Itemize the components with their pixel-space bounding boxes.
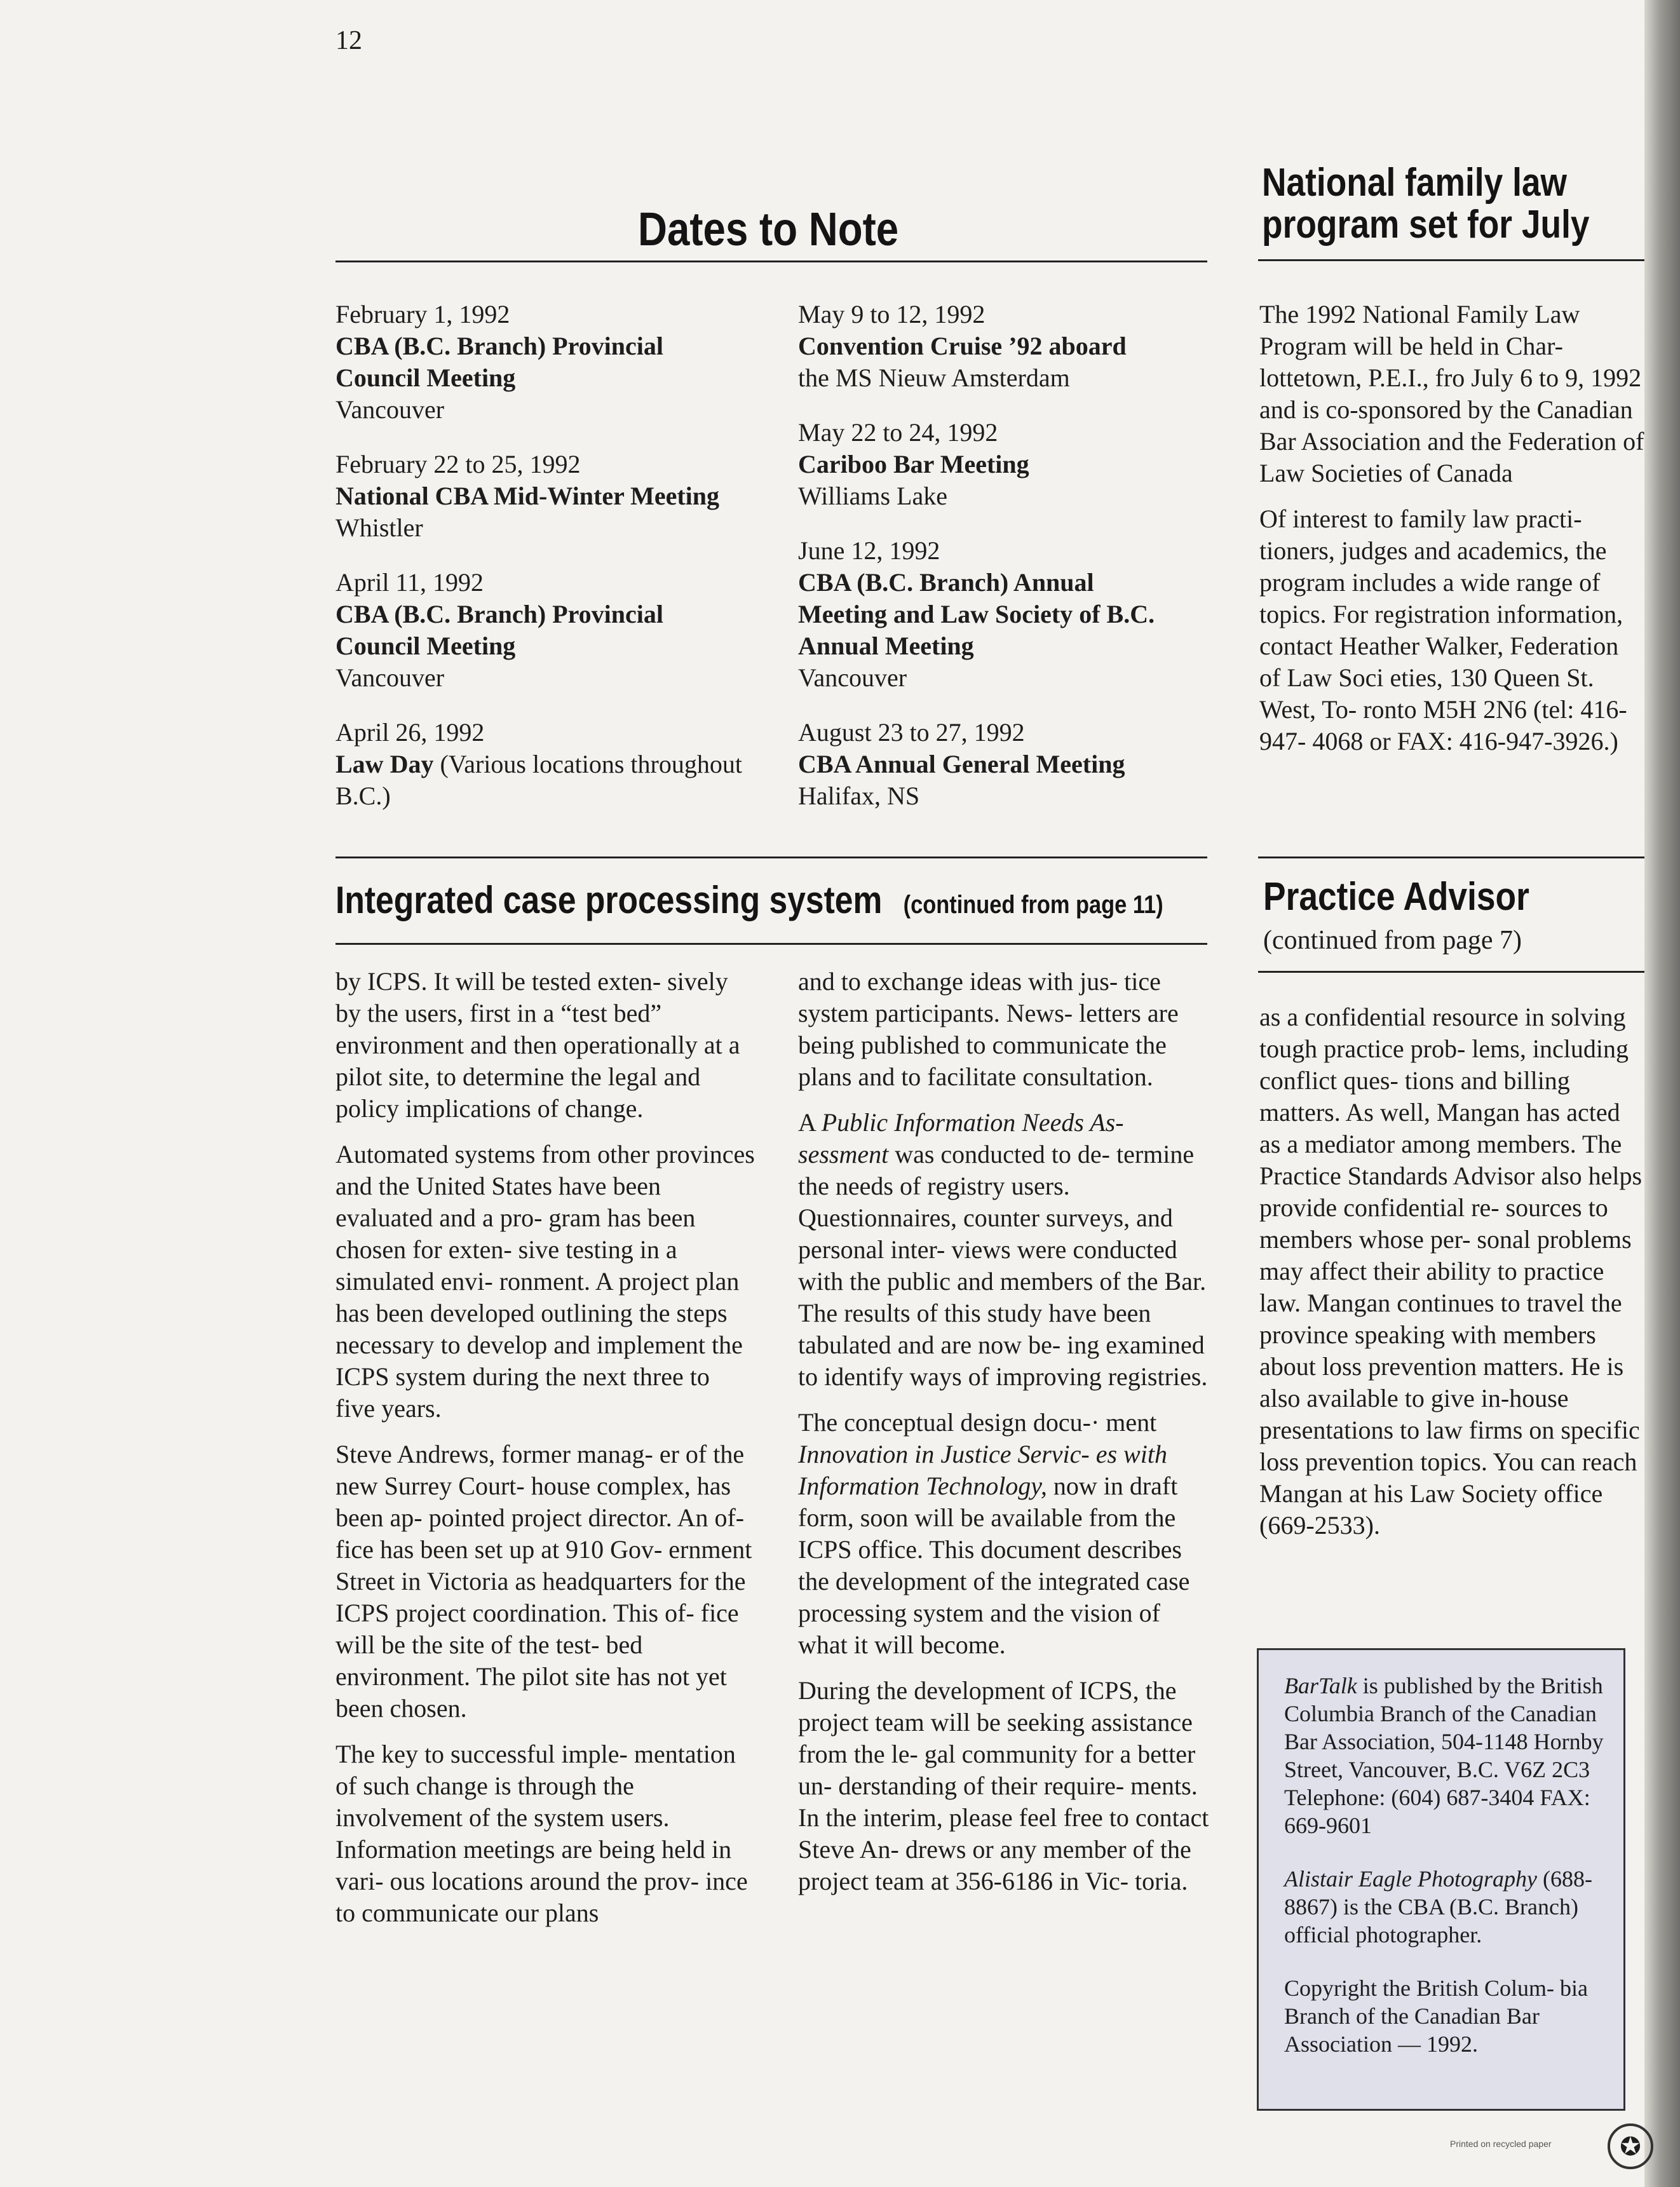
italic-title: Public Information Needs As- sessment — [798, 1108, 1124, 1168]
icps-paragraph: Steve Andrews, former manag- er of the new Surrey Court- house complex, has been ap- pointed project director. An of- fice has been set up at 910 Gov- ernment Street in Victoria as headquarters for the ICPS project coordination. This of- fice will be the site of the test- bed environment. The pilot site has not yet been chosen. — [335, 1440, 752, 1723]
icps-heading-continued: (continued from page 11) — [903, 891, 1163, 919]
event-place: Vancouver — [335, 395, 445, 424]
icps-column-1 — [335, 966, 755, 1943]
page-edge — [1644, 0, 1680, 2187]
icps-heading-title: Integrated case processing system — [335, 879, 883, 921]
dates-rule — [335, 261, 1207, 262]
event-title: CBA (B.C. Branch) Provincial Council Meeting — [335, 600, 663, 660]
section-rule-right — [1258, 857, 1644, 858]
event-title: National CBA Mid-Winter Meeting — [335, 482, 720, 510]
event-place: Vancouver — [335, 663, 445, 692]
event-title-extra: (Various locations throughout B.C.) — [335, 750, 742, 810]
icps-paragraph: During the development of ICPS, the project team will be seeking assistance from the le- gal community for a better un- derstanding of their require- ments. In the interim, please feel free to contact Steve An- drews or any member of the project team at 356-6186 in Vic- toria. — [798, 1676, 1209, 1895]
event-item — [798, 417, 1217, 512]
text-run: is published by the British Columbia Branch of the Canadian Bar Association, 504-1148 Hornby Street, Vancouver, B.C. V6Z 2C3 Telephone: (604) 687-3404 FAX: 669-9601 — [1284, 1673, 1604, 1838]
event-title: Cariboo Bar Meeting — [798, 450, 1029, 478]
icps-heading — [335, 878, 1163, 922]
publication-info-box — [1257, 1648, 1625, 2111]
advisor-continued: (continued from page 7) — [1263, 926, 1522, 955]
event-date: May 9 to 12, 1992 — [798, 300, 986, 328]
dates-heading: Dates to Note — [638, 203, 899, 255]
event-item — [335, 299, 742, 426]
recycle-star-icon: ✪ — [1608, 2123, 1653, 2169]
icps-column-2 — [798, 966, 1211, 1911]
publisher-info — [1284, 1672, 1611, 1839]
advisor-paragraph: as a confidential resource in solving tough practice prob- lems, including conflict ques- tions and billing matters. As well, Mangan has acted as a mediator among members. The Practice Standards Advisor also helps provide confidential re- sources to members whose per- sonal problems may affect their ability to practice law. Mangan continues to travel the province speaking with members about loss prevention matters. He is also available to give in-house presentations to law firms on specific loss prevention topics. You can reach Mangan at his Law Society office (669-2533). — [1259, 1003, 1643, 1540]
dates-column-2 — [798, 299, 1217, 835]
event-title: Law Day — [335, 750, 434, 778]
event-date: April 11, 1992 — [335, 568, 484, 597]
advisor-rule — [1258, 971, 1644, 973]
text-run: (688-8867) is the CBA (B.C. Branch) official photographer. — [1284, 1866, 1592, 1947]
icps-paragraph: The key to successful imple- mentation of such change is through the involvement of the system users. Information meetings are being held in vari- ous locations around the prov- ince to communicate our plans — [335, 1740, 748, 1927]
icps-paragraph — [798, 1107, 1211, 1393]
event-item — [335, 567, 742, 694]
event-place: Halifax, NS — [798, 782, 920, 810]
italic-title: Innovation in Justice Servic- es with Information Technology, — [798, 1440, 1167, 1500]
event-place: Vancouver — [798, 663, 907, 692]
event-date: June 12, 1992 — [798, 536, 940, 565]
event-date: April 26, 1992 — [335, 718, 485, 747]
recycled-paper-note: Printed on recycled paper — [1450, 2139, 1552, 2149]
section-rule — [335, 857, 1207, 858]
event-date: February 1, 1992 — [335, 300, 510, 328]
event-item — [798, 717, 1217, 812]
icps-rule — [335, 943, 1207, 945]
event-title: CBA (B.C. Branch) Provincial Council Meeting — [335, 332, 663, 392]
icps-paragraph: by ICPS. It will be tested exten- sively by the users, first in a “test bed” environment and then operationally at a pilot site, to determine the legal and policy implications of change. — [335, 967, 740, 1123]
event-place: the MS Nieuw Amsterdam — [798, 363, 1070, 392]
event-place: Williams Lake — [798, 482, 947, 510]
family-law-paragraph: Of interest to family law practi- tioners, judges and academics, the program includes a wide range of topics. For registration information, contact Heather Walker, Federation of Law Soci eties, 130 Queen St. West, To- ronto M5H 2N6 (tel: 416-947- 4068 or FAX: 416-947-3926.) — [1259, 504, 1627, 755]
event-title: CBA Annual General Meeting — [798, 750, 1125, 778]
copyright-info: Copyright the British Colum- bia Branch of the Canadian Bar Association — 1992. — [1284, 1975, 1588, 2057]
family-law-paragraph: The 1992 National Family Law Program will be held in Char- lottetown, P.E.I., fro July 6 to 9, 1992 and is co-sponsored by the Canadian Bar Association and the Federation of Law Societies of Canada — [1259, 300, 1644, 487]
event-date: August 23 to 27, 1992 — [798, 718, 1025, 747]
text-run: A — [798, 1108, 822, 1137]
page-number: 12 — [335, 26, 362, 55]
advisor-heading: Practice Advisor — [1263, 875, 1529, 919]
icps-paragraph: Automated systems from other provinces and the United States have been evaluated and a pro- gram has been chosen for exten- sive testing in a simulated envi- ronment. A project plan has been developed outlining the steps necessary to develop and implement the ICPS system during the next three to five years. — [335, 1140, 755, 1423]
family-law-column — [1259, 299, 1644, 771]
event-item — [798, 535, 1217, 694]
dates-column-1 — [335, 299, 742, 835]
event-date: May 22 to 24, 1992 — [798, 418, 998, 447]
event-title-line — [335, 750, 742, 810]
text-run: The conceptual design docu-· ment — [798, 1408, 1157, 1437]
event-title: Convention Cruise ’92 aboard — [798, 332, 1127, 360]
icps-paragraph: and to exchange ideas with jus- tice system participants. News- letters are being published to communicate the plans and to facilitate consultation. — [798, 967, 1179, 1091]
family-law-rule — [1258, 259, 1644, 261]
icps-paragraph — [798, 1407, 1211, 1661]
photographer-name: Alistair Eagle Photography — [1284, 1866, 1537, 1892]
family-law-heading-line-2: program set for July — [1262, 203, 1590, 247]
event-date: February 22 to 25, 1992 — [335, 450, 581, 478]
advisor-column — [1259, 1001, 1644, 1555]
event-title: CBA (B.C. Branch) Annual Meeting and Law Society of B.C. Annual Meeting — [798, 568, 1155, 660]
event-place: Whistler — [335, 513, 423, 542]
event-item — [335, 717, 742, 812]
text-run: was conducted to de- termine the needs of registry users. Questionnaires, counter surveys, and personal inter- views were conducted with the public and members of the Bar. The results of this study have been tabulated and are now be- ing examined to identify ways of improving registries. — [798, 1140, 1208, 1391]
family-law-heading-line-1: National family law — [1262, 161, 1568, 205]
event-item — [798, 299, 1217, 394]
text-run: now in draft form, soon will be available from the ICPS office. This document describes the development of the integrated case processing system and the vision of what it will become. — [798, 1472, 1190, 1659]
publication-name: BarTalk — [1284, 1673, 1357, 1698]
event-item — [335, 449, 742, 544]
photographer-info — [1284, 1865, 1611, 1949]
